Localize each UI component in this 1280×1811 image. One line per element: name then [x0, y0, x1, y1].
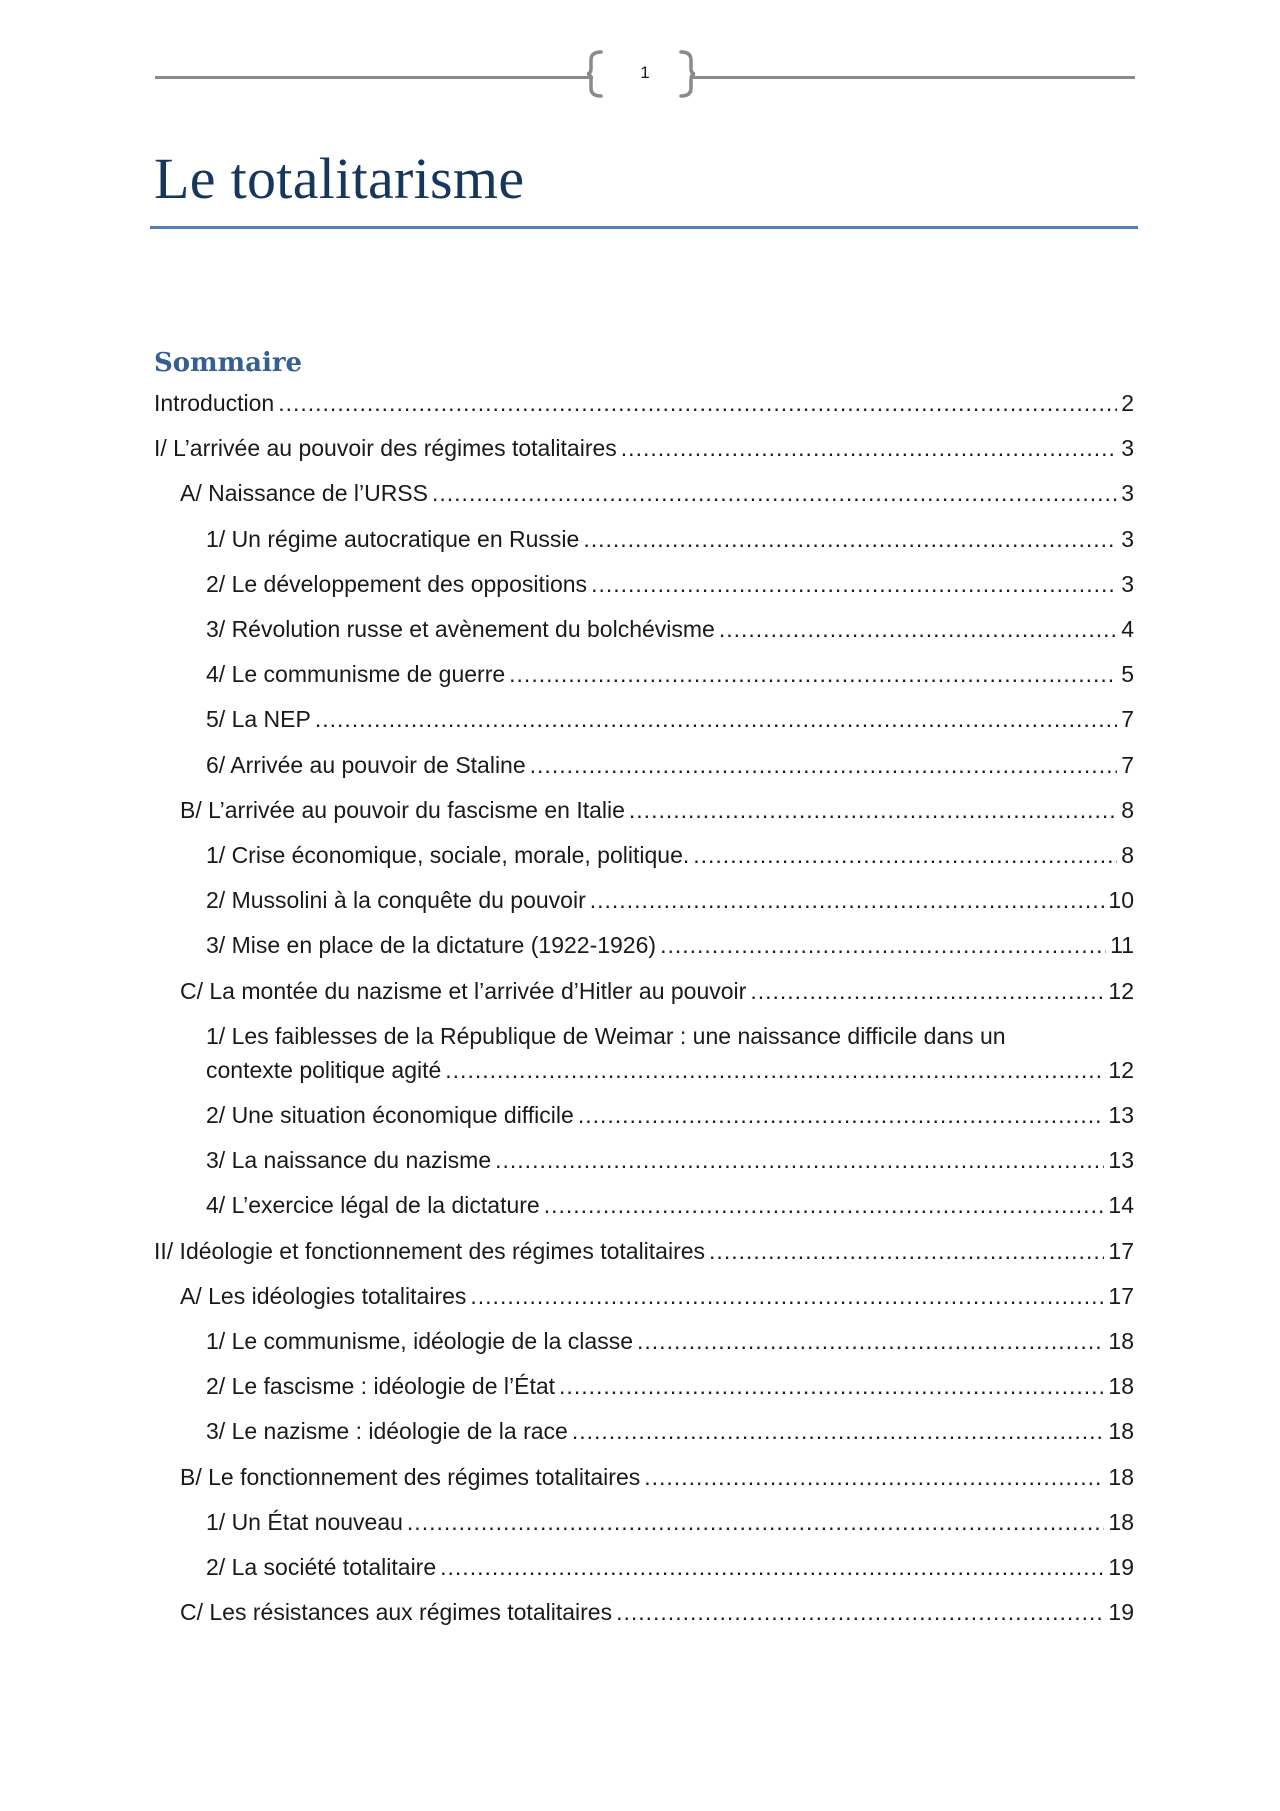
- document-title: Le totalitarisme: [154, 146, 525, 211]
- toc-entry-page: 17: [1108, 1237, 1134, 1264]
- toc-entry-page: 18: [1108, 1418, 1134, 1445]
- toc-entry[interactable]: [180, 1464, 1134, 1490]
- toc-entry-page: 3: [1121, 480, 1134, 507]
- toc-dot-leader: [440, 1554, 1104, 1580]
- toc-heading: Sommaire: [154, 348, 303, 378]
- toc-entry[interactable]: [180, 978, 1134, 1004]
- toc-dot-leader: [445, 1057, 1104, 1083]
- left-brace-icon: [585, 50, 605, 98]
- toc-entry[interactable]: [206, 1509, 1134, 1535]
- toc-entry-label: 5/ La NEP: [206, 706, 311, 733]
- toc-entry-page: 18: [1108, 1463, 1134, 1490]
- toc-entry-label: C/ La montée du nazisme et l’arrivée d’Hitler au pouvoir: [180, 977, 747, 1004]
- toc-entry[interactable]: [206, 661, 1134, 687]
- toc-entry-label: II/ Idéologie et fonctionnement des régimes totalitaires: [154, 1237, 706, 1264]
- toc-entry[interactable]: [206, 1554, 1134, 1580]
- toc-entry-label: 1/ Un État nouveau: [206, 1508, 403, 1535]
- toc-entry[interactable]: [206, 1373, 1134, 1399]
- toc-entry-label: 1/ Les faiblesses de la République de Weimar : une naissance difficile dans un: [206, 1022, 1006, 1049]
- toc-entry-label: 2/ La société totalitaire: [206, 1554, 437, 1580]
- toc-entry[interactable]: [180, 480, 1134, 506]
- toc-entry-label: 3/ La naissance du nazisme: [206, 1147, 492, 1174]
- toc-entry[interactable]: [206, 887, 1134, 913]
- toc-entry[interactable]: [206, 706, 1134, 732]
- right-brace-icon: [677, 50, 697, 98]
- toc-entry-label: B/ L’arrivée au pouvoir du fascisme en Italie: [180, 796, 625, 823]
- toc-entry-label: C/ Les résistances aux régimes totalitaires: [180, 1599, 613, 1626]
- toc-dot-leader: [495, 1147, 1104, 1173]
- toc-entry-label: 3/ Mise en place de la dictature (1922-1926): [206, 932, 657, 959]
- toc-dot-leader: [750, 978, 1104, 1004]
- toc-entry-page: 12: [1108, 977, 1134, 1004]
- toc-entry-label: 1/ Le communisme, idéologie de la classe: [206, 1328, 634, 1354]
- toc-entry-page: 2: [1121, 390, 1134, 416]
- toc-entry-label: 6/ Arrivée au pouvoir de Staline: [206, 751, 526, 778]
- toc-entry[interactable]: [206, 842, 1134, 868]
- toc-entry-label: 2/ Le fascisme : idéologie de l’État: [206, 1373, 556, 1400]
- toc-dot-leader: [693, 842, 1117, 868]
- toc-dot-leader: [709, 1238, 1104, 1264]
- toc-entry[interactable]: [206, 1023, 1134, 1083]
- toc-dot-leader: [509, 661, 1117, 687]
- toc-dot-leader: [583, 526, 1117, 552]
- toc-entry-page: 5: [1121, 661, 1134, 688]
- toc-entry[interactable]: [180, 1599, 1134, 1625]
- toc-entry-label-continued: contexte politique agité: [206, 1056, 442, 1083]
- toc-dot-leader: [407, 1509, 1104, 1535]
- toc-dot-leader: [719, 616, 1117, 642]
- toc-entry-page: 4: [1121, 616, 1134, 642]
- toc-entry-page: 12: [1108, 1056, 1134, 1083]
- toc-entry-label: A/ Naissance de l’URSS: [180, 480, 428, 507]
- toc-entry[interactable]: [154, 390, 1134, 416]
- toc-entry-page: 8: [1121, 842, 1134, 868]
- toc-entry[interactable]: [180, 1283, 1134, 1309]
- toc-dot-leader: [578, 1102, 1105, 1128]
- toc-entry-label: 3/ Révolution russe et avènement du bolchévisme: [206, 616, 715, 642]
- toc-entry-label: 4/ L’exercice légal de la dictature: [206, 1192, 540, 1219]
- toc-entry-page: 3: [1121, 570, 1134, 597]
- toc-entry-page: 18: [1108, 1373, 1134, 1400]
- toc-entry[interactable]: [206, 752, 1134, 778]
- toc-dot-leader: [572, 1418, 1105, 1444]
- toc-entry-page: 8: [1121, 796, 1134, 823]
- toc-dot-leader: [432, 480, 1117, 506]
- toc-entry-page: 13: [1108, 1102, 1134, 1128]
- toc-entry-page: 11: [1110, 932, 1134, 959]
- toc-entry-page: 3: [1121, 525, 1134, 552]
- toc-entry-page: 3: [1121, 435, 1134, 462]
- toc-dot-leader: [637, 1328, 1104, 1354]
- toc-entry-label: Introduction: [154, 390, 275, 416]
- toc-dot-leader: [470, 1283, 1104, 1309]
- toc-entry-label: I/ L’arrivée au pouvoir des régimes totalitaires: [154, 435, 617, 462]
- toc-entry[interactable]: [206, 526, 1134, 552]
- toc-entry-page: 7: [1121, 706, 1134, 733]
- toc-entry[interactable]: [154, 1238, 1134, 1264]
- toc-entry-page: 14: [1108, 1192, 1134, 1219]
- toc-entry[interactable]: [206, 1192, 1134, 1218]
- toc-entry[interactable]: [206, 1328, 1134, 1354]
- toc-entry[interactable]: [206, 616, 1134, 642]
- toc-entry-label: 2/ Mussolini à la conquête du pouvoir: [206, 887, 586, 914]
- toc-entry-page: 10: [1108, 887, 1134, 914]
- header-rule-left: [155, 76, 593, 79]
- toc-entry-label: 2/ Une situation économique difficile: [206, 1102, 574, 1128]
- toc-dot-leader: [616, 1599, 1104, 1625]
- toc-entry[interactable]: [180, 797, 1134, 823]
- toc-entry[interactable]: [206, 1147, 1134, 1173]
- toc-entry-page: 19: [1108, 1554, 1134, 1580]
- toc-entry[interactable]: [206, 1418, 1134, 1444]
- toc-entry-label: 1/ Crise économique, sociale, morale, politique.: [206, 842, 690, 868]
- toc-dot-leader: [315, 706, 1117, 732]
- toc-dot-leader: [544, 1192, 1105, 1218]
- toc-dot-leader: [621, 435, 1117, 461]
- title-underline: [150, 226, 1138, 229]
- toc-entry-page: 19: [1108, 1599, 1134, 1626]
- toc-entry-page: 18: [1108, 1328, 1134, 1354]
- page-header: [155, 50, 1135, 102]
- toc-entry[interactable]: [206, 932, 1134, 958]
- toc-entry-label: 1/ Un régime autocratique en Russie: [206, 525, 580, 552]
- toc-entry-label: A/ Les idéologies totalitaires: [180, 1282, 467, 1309]
- toc-entry-page: 17: [1108, 1282, 1134, 1309]
- toc-entry-label: B/ Le fonctionnement des régimes totalitaires: [180, 1463, 641, 1490]
- toc-entry[interactable]: [206, 1102, 1134, 1128]
- toc-entry-label: 3/ Le nazisme : idéologie de la race: [206, 1418, 568, 1445]
- toc-dot-leader: [629, 797, 1117, 823]
- toc-dot-leader: [644, 1464, 1104, 1490]
- page-number: 1: [640, 63, 650, 82]
- toc-entry[interactable]: [206, 571, 1134, 597]
- header-rule-right: [690, 76, 1135, 79]
- toc-dot-leader: [530, 752, 1118, 778]
- toc-dot-leader: [278, 390, 1117, 416]
- toc-dot-leader: [660, 932, 1106, 958]
- toc-entry-page: 7: [1121, 751, 1134, 778]
- toc-dot-leader: [559, 1373, 1104, 1399]
- toc-dot-leader: [591, 571, 1117, 597]
- toc-entry[interactable]: [154, 435, 1134, 461]
- toc-dot-leader: [590, 887, 1105, 913]
- toc-entry-label: 2/ Le développement des oppositions: [206, 570, 588, 597]
- toc-entry-page: 13: [1108, 1147, 1134, 1174]
- toc-entry-page: 18: [1108, 1508, 1134, 1535]
- toc-entry-label: 4/ Le communisme de guerre: [206, 661, 506, 688]
